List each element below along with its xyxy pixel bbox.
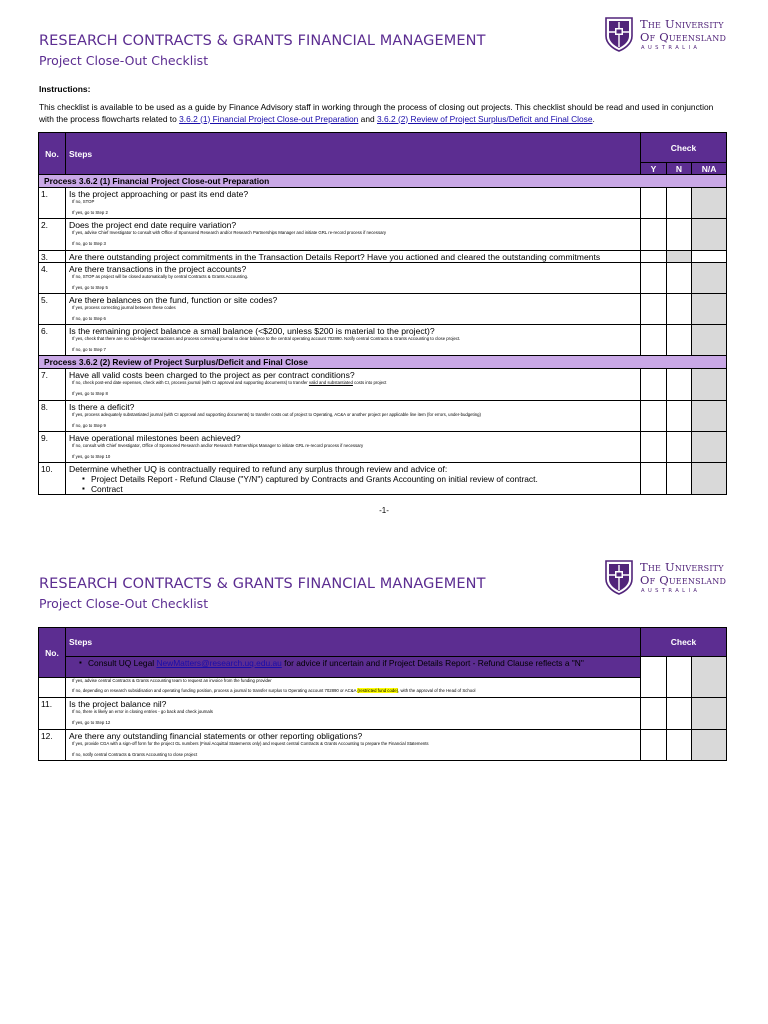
bullet-item: ▪ Contract bbox=[69, 484, 640, 494]
step-question: Are there balances on the fund, function or site codes? bbox=[69, 295, 278, 305]
step-number: 12. bbox=[39, 730, 66, 761]
uq-logo bbox=[604, 16, 738, 54]
logo-line-3: AUSTRALIA bbox=[641, 588, 701, 594]
instructions-heading: Instructions: bbox=[39, 84, 91, 94]
check-n-cell[interactable] bbox=[667, 251, 692, 263]
step-note: If no, go to Step 3 bbox=[72, 240, 106, 246]
step-question: Are there any outstanding financial statements or other reporting obligations? bbox=[69, 731, 363, 741]
check-y-cell[interactable] bbox=[641, 294, 667, 325]
step-note: If no, go to Step 7 bbox=[72, 346, 106, 352]
continued-bullet-row: ▪ Consult UQ Legal NewMatters@research.uq.edu.au for advice if uncertain and if Project Details Report - Refund Clause reflects a "N" bbox=[66, 657, 641, 678]
check-y-cell[interactable] bbox=[641, 263, 667, 294]
check-y-cell[interactable] bbox=[641, 401, 667, 432]
page-2 bbox=[0, 548, 768, 1024]
step-number: 11. bbox=[39, 698, 66, 730]
check-na-cell[interactable] bbox=[692, 432, 727, 463]
check-y-cell[interactable] bbox=[641, 325, 667, 356]
step-question: Determine whether UQ is contractually required to refund any surplus through review and advice of: bbox=[69, 464, 448, 474]
page-number: -1- bbox=[379, 506, 389, 515]
step-note: If no, STOP bbox=[72, 199, 95, 204]
header-no: No. bbox=[39, 628, 66, 678]
check-y-cell[interactable] bbox=[641, 463, 667, 495]
check-na-cell[interactable] bbox=[692, 657, 727, 698]
step-question: Does the project end date require variation? bbox=[69, 220, 237, 230]
step-number: 7. bbox=[39, 369, 66, 401]
check-y-cell[interactable] bbox=[641, 188, 667, 219]
step-note: If yes, check that there are no sub-ledger transactions and process correcting journal to clear balance to the central operating account 702890. Notify central Contracts & Grants Accounting to close project. bbox=[72, 336, 461, 341]
check-na-cell[interactable] bbox=[692, 698, 727, 730]
flowchart-link-1[interactable]: 3.6.2 (1) Financial Project Close-out Preparation bbox=[179, 113, 359, 124]
check-n-cell[interactable] bbox=[667, 432, 692, 463]
step-note: If yes, advise central Contracts & Grants Accounting team to request an invoice from the funding provider bbox=[72, 678, 272, 683]
step-note: If no, check post-end date expenses, check with CI, process journal (with CI approval and supporting documents) to transfer valid and substantiated costs into project bbox=[72, 380, 387, 385]
check-y-cell[interactable] bbox=[641, 698, 667, 730]
step-note: If yes, provide CGA with a sign-off form for the project GL numbers (Final Acquittal Statements only) and request central Contracts & Grants Accounting to prepare the Financial Statements bbox=[72, 741, 429, 746]
step-note: If yes, go to Step 12 bbox=[72, 719, 111, 725]
step-number: 2. bbox=[39, 219, 66, 251]
logo-line-2: Of Queensland bbox=[640, 30, 727, 44]
check-y-cell[interactable] bbox=[641, 369, 667, 401]
check-na-cell[interactable] bbox=[692, 219, 727, 251]
step-note: If yes, process correcting journal between these codes bbox=[72, 305, 176, 310]
check-n-cell[interactable] bbox=[667, 219, 692, 251]
flowchart-link-2[interactable]: 3.6.2 (2) Review of Project Surplus/Deficit and Final Close bbox=[377, 113, 593, 124]
check-n-cell[interactable] bbox=[667, 698, 692, 730]
table-row bbox=[39, 463, 727, 495]
check-n-cell[interactable] bbox=[667, 463, 692, 495]
step-number: 6. bbox=[39, 325, 66, 356]
step-note: If yes, go to Step 10 bbox=[72, 453, 111, 459]
section-heading-2: Process 3.6.2 (2) Review of Project Surplus/Deficit and Final Close bbox=[39, 356, 727, 369]
header-n: N bbox=[667, 163, 692, 175]
step-question: Is there a deficit? bbox=[69, 402, 135, 412]
check-na-cell[interactable] bbox=[692, 730, 727, 761]
legal-email-link[interactable]: NewMatters@research.uq.edu.au bbox=[156, 658, 282, 668]
check-n-cell[interactable] bbox=[667, 325, 692, 356]
header-subtitle: Project Close-Out Checklist bbox=[39, 596, 209, 611]
check-n-cell[interactable] bbox=[667, 730, 692, 761]
step-note: If no, STOP as project will be closed automatically by central Contracts & Grants Accounting. bbox=[72, 274, 249, 279]
step-number: 4. bbox=[39, 263, 66, 294]
header-no: No. bbox=[39, 133, 66, 175]
section-heading-1: Process 3.6.2 (1) Financial Project Close-out Preparation bbox=[39, 175, 727, 188]
step-note: If no, consult with Chief Investigator, Office of Sponsored Research and/or Research Partnerships Manager to initiate GRL re-record process if necessary bbox=[72, 443, 364, 448]
table-row bbox=[39, 188, 727, 219]
step-number: 3. bbox=[39, 251, 66, 263]
uq-crest-icon bbox=[604, 559, 634, 595]
logo-line-2: Of Queensland bbox=[640, 573, 727, 587]
step-question: Is the project balance nil? bbox=[69, 699, 167, 709]
logo-line-1: The University bbox=[640, 17, 724, 31]
step-question: Have all valid costs been charged to the project as per contract conditions? bbox=[69, 370, 355, 380]
checklist-table bbox=[38, 132, 727, 495]
table-row bbox=[39, 698, 727, 730]
header-check: Check bbox=[641, 628, 727, 657]
header-steps: Steps bbox=[66, 133, 641, 175]
uq-logo bbox=[604, 559, 738, 597]
step-number: 1. bbox=[39, 188, 66, 219]
table-row bbox=[39, 325, 727, 356]
step-note: If no, go to Step 9 bbox=[72, 422, 106, 428]
check-na-cell[interactable] bbox=[692, 401, 727, 432]
check-na-cell[interactable] bbox=[692, 188, 727, 219]
table-row bbox=[39, 432, 727, 463]
logo-line-1: The University bbox=[640, 560, 724, 574]
step-note: If no, depending on research subsidisation and operating funding position, process a journal to transfer surplus to Operating account 702890 or AC&A (restricted fund code), with the approval of the Head of School bbox=[72, 687, 476, 693]
header-na: N/A bbox=[692, 163, 727, 175]
header-check: Check bbox=[641, 133, 727, 163]
header-title: RESEARCH CONTRACTS & GRANTS FINANCIAL MANAGEMENT bbox=[39, 576, 486, 592]
step-question: Is the project approaching or past its end date? bbox=[69, 189, 249, 199]
step-note: If no, go to Step 6 bbox=[72, 315, 106, 321]
step-note: If yes, go to Step 2 bbox=[72, 209, 108, 215]
table-row bbox=[39, 401, 727, 432]
table-row bbox=[39, 251, 727, 263]
check-y-cell[interactable] bbox=[641, 657, 667, 698]
header-y: Y bbox=[641, 163, 667, 175]
step-question: Is the remaining project balance a small balance (<$200, unless $200 is material to the project)? bbox=[69, 326, 435, 336]
check-n-cell[interactable] bbox=[667, 188, 692, 219]
step-note: If no, there is likely an error in closing entries - go back and check journals bbox=[72, 709, 213, 714]
check-na-cell[interactable] bbox=[692, 325, 727, 356]
check-na-cell[interactable] bbox=[692, 251, 727, 263]
check-n-cell[interactable] bbox=[667, 369, 692, 401]
header-steps: Steps bbox=[66, 628, 641, 657]
check-y-cell[interactable] bbox=[641, 432, 667, 463]
check-na-cell[interactable] bbox=[692, 369, 727, 401]
checklist-table-continued bbox=[38, 627, 727, 761]
step-number: 10. bbox=[39, 463, 66, 495]
check-na-cell[interactable] bbox=[692, 263, 727, 294]
check-na-cell[interactable] bbox=[692, 463, 727, 495]
header-title: RESEARCH CONTRACTS & GRANTS FINANCIAL MANAGEMENT bbox=[39, 33, 486, 49]
check-n-cell[interactable] bbox=[667, 657, 692, 698]
check-na-cell[interactable] bbox=[692, 294, 727, 325]
check-y-cell[interactable] bbox=[641, 730, 667, 761]
step-question: Are there transactions in the project accounts? bbox=[69, 264, 247, 274]
uq-crest-icon bbox=[604, 16, 634, 52]
step-note: If yes, advise Chief Investigator to consult with Office of Sponsored Research and/or Research Partnerships Manager and initiate GRL re-record process if necessary bbox=[72, 230, 387, 235]
bullet-item: ▪ Project Details Report - Refund Clause ("Y/N") captured by Contracts and Grants Accounting on initial review of contract. bbox=[69, 474, 640, 484]
step-number: 9. bbox=[39, 432, 66, 463]
table-row bbox=[39, 263, 727, 294]
step-question: Are there outstanding project commitments in the Transaction Details Report? Have you actioned and cleared the outstanding commitments bbox=[69, 252, 601, 262]
table-row bbox=[39, 219, 727, 251]
step-number: 5. bbox=[39, 294, 66, 325]
step-question: Have operational milestones been achieved? bbox=[69, 433, 241, 443]
step-note: If no, notify central Contracts & Grants Accounting to close project bbox=[72, 751, 198, 757]
instructions-text: This checklist is available to be used as a guide by Finance Advisory staff in working through the process of closing out projects. This checklist should be read and used in conjunction with the process flowcharts related to 3.6.2 (1) Financial Project Close-out Preparation and 3.6.2 (2) Review of Project Surplus/Deficit and Final Close. bbox=[39, 102, 714, 124]
check-y-cell[interactable] bbox=[641, 251, 667, 263]
logo-line-3: AUSTRALIA bbox=[641, 45, 701, 51]
header-subtitle: Project Close-Out Checklist bbox=[39, 53, 209, 68]
check-n-cell[interactable] bbox=[667, 263, 692, 294]
check-y-cell[interactable] bbox=[641, 219, 667, 251]
step-note: If yes, process adequately substantiated journal (with CI approval and supporting documents) to transfer costs out of project to Operating, AC&A or another project per applicable line item (for errors, under-budgeting) bbox=[72, 412, 481, 417]
check-n-cell[interactable] bbox=[667, 294, 692, 325]
table-row bbox=[39, 369, 727, 401]
table-row bbox=[39, 294, 727, 325]
check-n-cell[interactable] bbox=[667, 401, 692, 432]
step-note: If yes, go to Step 8 bbox=[72, 390, 108, 396]
step-note: If yes, go to Step 5 bbox=[72, 284, 108, 290]
table-row bbox=[39, 730, 727, 761]
step-number: 8. bbox=[39, 401, 66, 432]
